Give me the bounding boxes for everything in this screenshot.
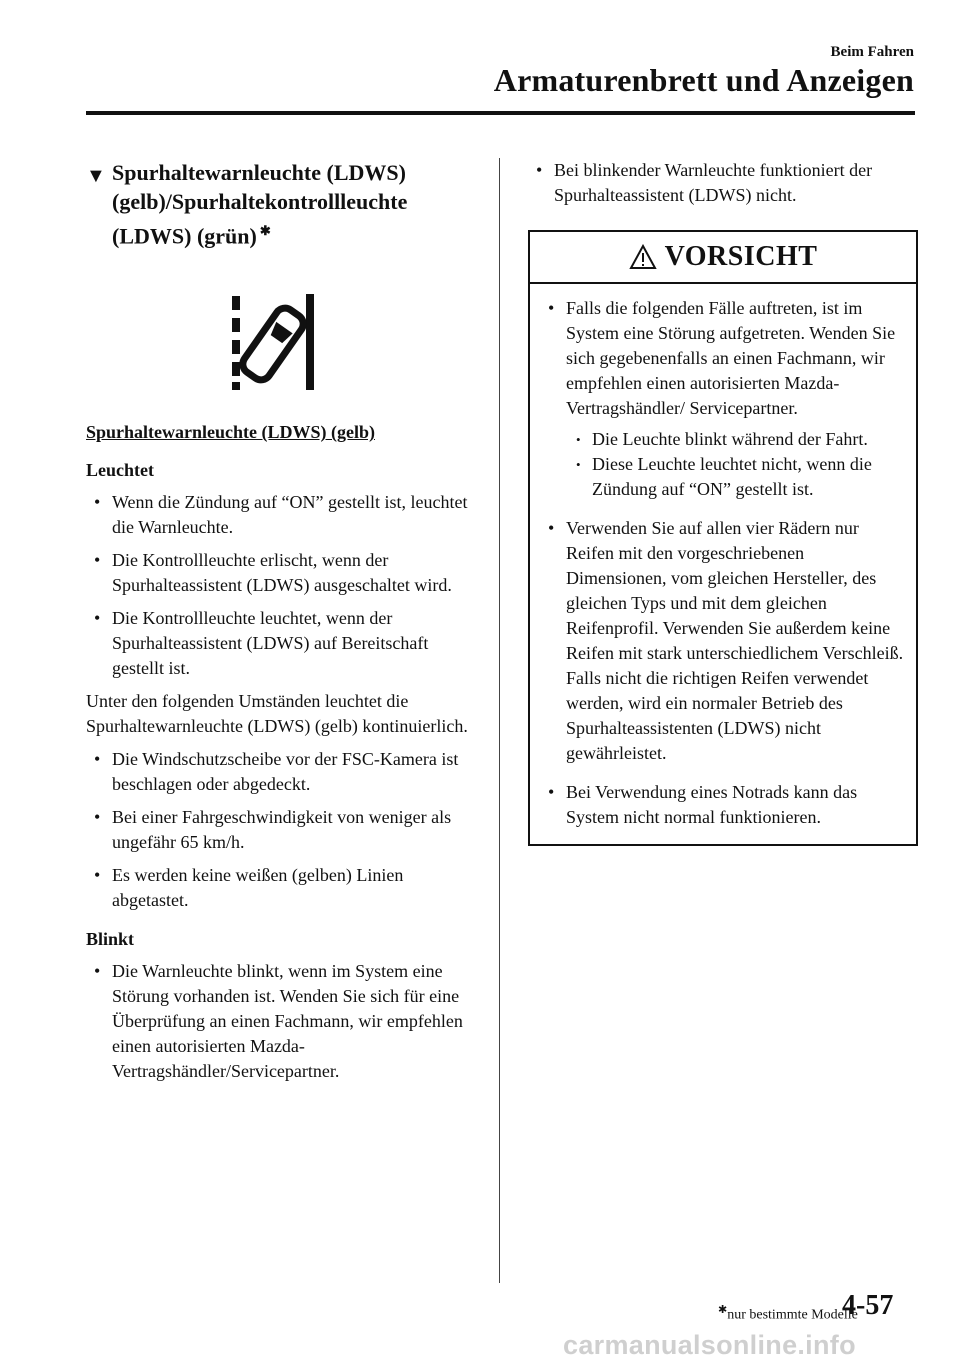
list-item: • Die Windschutzscheibe vor der FSC-Kamera ist beschlagen oder abgedeckt.: [86, 747, 478, 797]
caution-title: VORSICHT: [664, 241, 818, 272]
warning-triangle-icon: [629, 244, 657, 270]
footer-note: ✱nur bestimmte Modelle: [718, 1304, 858, 1323]
caution-header: [530, 232, 916, 284]
heading-star-icon: ✱: [259, 223, 271, 238]
right-column: [528, 158, 916, 846]
list-item: • Bei blinkender Warnleuchte funktioniert der Spurhalteassistent (LDWS) nicht.: [528, 158, 916, 208]
list-item: • Die Kontrollleuchte leuchtet, wenn der Spurhalteassistent (LDWS) auf Bereitschaft gestellt ist.: [86, 606, 478, 681]
list-item: • Bei einer Fahrgeschwindigkeit von weniger als ungefähr 65 km/h.: [86, 805, 478, 855]
caution-sub-item: • Die Leuchte blinkt während der Fahrt.: [566, 427, 904, 452]
column-divider: [499, 158, 500, 1283]
caution-box: [528, 230, 918, 846]
lit-list: [86, 490, 478, 681]
list-item: • Wenn die Zündung auf “ON” gestellt ist, leuchtet die Warnleuchte.: [86, 490, 478, 540]
conditions-paragraph: Unter den folgenden Umständen leuchtet die Spurhaltewarnleuchte (LDWS) (gelb) kontinuierlich.: [86, 691, 468, 737]
caution-list: [540, 296, 904, 830]
list-item: • Es werden keine weißen (gelben) Linien abgetastet.: [86, 863, 478, 913]
watermark: carmanualsonline.info: [563, 1330, 856, 1360]
blink-list: [86, 959, 478, 1084]
lane-departure-warning-icon: [228, 292, 318, 392]
caution-sub-list: [566, 427, 904, 502]
footer-star-icon: ✱: [718, 1304, 728, 1316]
conditions-list: [86, 747, 478, 913]
section-marker-icon: ▼: [86, 165, 106, 187]
caution-sub-item: • Diese Leuchte leuchtet nicht, wenn die Zündung auf “ON” gestellt ist.: [566, 452, 904, 502]
label-blink: Blinkt: [86, 929, 135, 950]
caution-item: • Falls die folgenden Fälle auftreten, ist im System eine Störung aufgetreten. Wenden Sie sich gegebenenfalls an einen Fachmann, wir empfehlen einen autorisierten Mazda-Vertragshändler/ Servicepartner. • Die Leuchte blinkt während der Fahrt. • Diese Leuchte leuchtet nicht, wenn die Zündung auf “ON” gestellt ist.: [540, 296, 904, 502]
page-title: Armaturenbrett und Anzeigen: [493, 62, 914, 98]
left-column: [86, 158, 478, 1084]
caution-body: [530, 284, 916, 844]
page-number: 4-57: [842, 1290, 894, 1321]
caution-item: • Verwenden Sie auf allen vier Rädern nur Reifen mit den vorgeschriebenen Dimensionen, vom gleichen Hersteller, des gleichen Typs und mit dem gleichen Reifenprofil. Verwenden Sie außerdem keine Reifen mit stark unterschiedlichem Verschleiß. Falls nicht die richtigen Reifen verwendet werden, wird ein normaler Betrieb des Spurhalteassistenten (LDWS) nicht gewährleistet.: [540, 516, 904, 766]
header-section-label: Beim Fahren: [830, 44, 914, 60]
heading-line-2: (gelb)/Spurhaltekontrollleuchte: [112, 189, 408, 214]
header-rule: [86, 111, 915, 115]
label-lit: Leuchtet: [86, 460, 154, 481]
heading-line-3: (LDWS) (grün) ✱: [112, 223, 271, 249]
sub-heading-yellow-warning: Spurhaltewarnleuchte (LDWS) (gelb): [86, 422, 375, 443]
list-item: • Die Warnleuchte blinkt, wenn im System eine Störung vorhanden ist. Wenden Sie sich für eine Überprüfung an einen Fachmann, wir empfehlen einen autorisierten Mazda-Vertragshändler/Servicepartner.: [86, 959, 478, 1084]
list-item: • Die Kontrollleuchte erlischt, wenn der Spurhalteassistent (LDWS) ausgeschaltet wird.: [86, 548, 478, 598]
heading-line-1: Spurhaltewarnleuchte (LDWS): [112, 160, 406, 185]
right-top-list: [528, 158, 916, 208]
caution-item: • Bei Verwendung eines Notrads kann das System nicht normal funktionieren.: [540, 780, 904, 830]
section-heading: [86, 158, 478, 250]
